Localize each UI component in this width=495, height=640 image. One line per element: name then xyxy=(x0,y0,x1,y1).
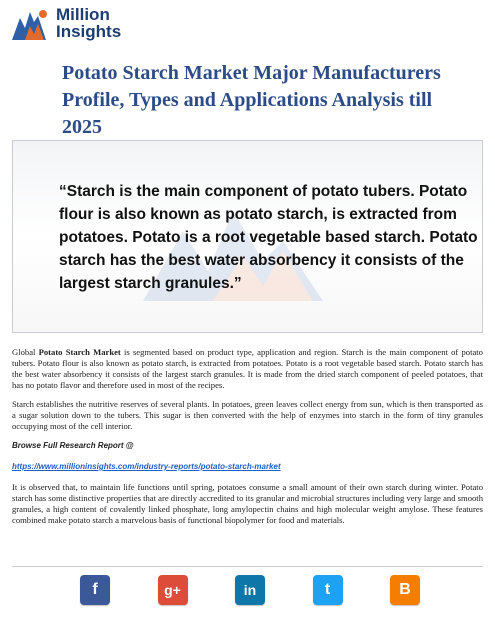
quote-text: “Starch is the main component of potato tubers. Potato flour is also known as potato starch, is extracted from potatoes. Potato is a root vegetable based starch. Potato starch has the best water absorbency it consists of the largest starch granules.” xyxy=(59,183,478,292)
twitter-icon: t xyxy=(324,581,331,598)
googleplus-icon: g+ xyxy=(164,582,181,598)
logo-mark-icon xyxy=(12,8,50,40)
paragraph-nutritive: Starch establishes the nutritive reserves of several plants. In potatoes, green leaves collect energy from sun, which is then transported as a sugar solution down to the tubers. This sugar is then converted with the help of enzymes into starch in the form of tiny granules occupying most of the cell interior. xyxy=(12,399,483,431)
report-label: Browse Full Research Report @ xyxy=(12,441,134,450)
page-title: Potato Starch Market Major Manufacturers Profile, Types and Applications Analysis till 2025 xyxy=(62,62,441,138)
facebook-share-button[interactable] xyxy=(80,575,110,605)
paragraph-properties: It is observed that, to maintain life functions until spring, potatoes consume a small amount of their own starch during winter. Potato starch has some distinctive properties that are directly accredited to its granular and microbial structures including very large and smooth granules, a high content of covalently linked phosphate, long amylopectin chains and high molecular weight amylose. These features combined make potato starch a marvelous basis of functional biopolymer for food and materials. xyxy=(12,482,483,525)
market-name: Potato Starch Market xyxy=(38,347,121,357)
googleplus-share-button[interactable] xyxy=(158,575,188,605)
logo-line2: Insights xyxy=(56,22,122,41)
share-bar xyxy=(80,575,420,605)
footer xyxy=(0,612,495,640)
twitter-share-button[interactable] xyxy=(313,575,343,605)
linkedin-icon: in xyxy=(243,582,257,598)
blogger-share-button[interactable] xyxy=(390,575,420,605)
quote-box xyxy=(12,140,483,333)
header xyxy=(0,0,495,46)
paragraph-intro xyxy=(12,347,483,391)
report-link[interactable]: https://www.millioninsights.com/industry-reports/potato-starch-market xyxy=(12,462,281,471)
linkedin-share-button[interactable] xyxy=(235,575,265,605)
logo-line1: Million xyxy=(56,5,110,24)
facebook-icon: f xyxy=(92,581,98,598)
paragraph-intro-rest: is segmented based on product type, application and region. Starch is the main component of potato tubers. Potato flour is also known as potato starch, is extracted from potatoes. Potato is a root vegetable based starch. Potato starch has the best water absorbency it consists of the largest starch granules. It is made from the dried starch component of peeled potatoes, that has no potato flavor and therefore used in most of the recipes. xyxy=(12,347,483,390)
article-body xyxy=(12,347,483,534)
paragraph-intro-lead: Global xyxy=(12,347,39,357)
million-insights-logo[interactable] xyxy=(12,6,162,42)
footer-divider xyxy=(12,566,483,567)
blogger-icon: B xyxy=(399,581,411,598)
